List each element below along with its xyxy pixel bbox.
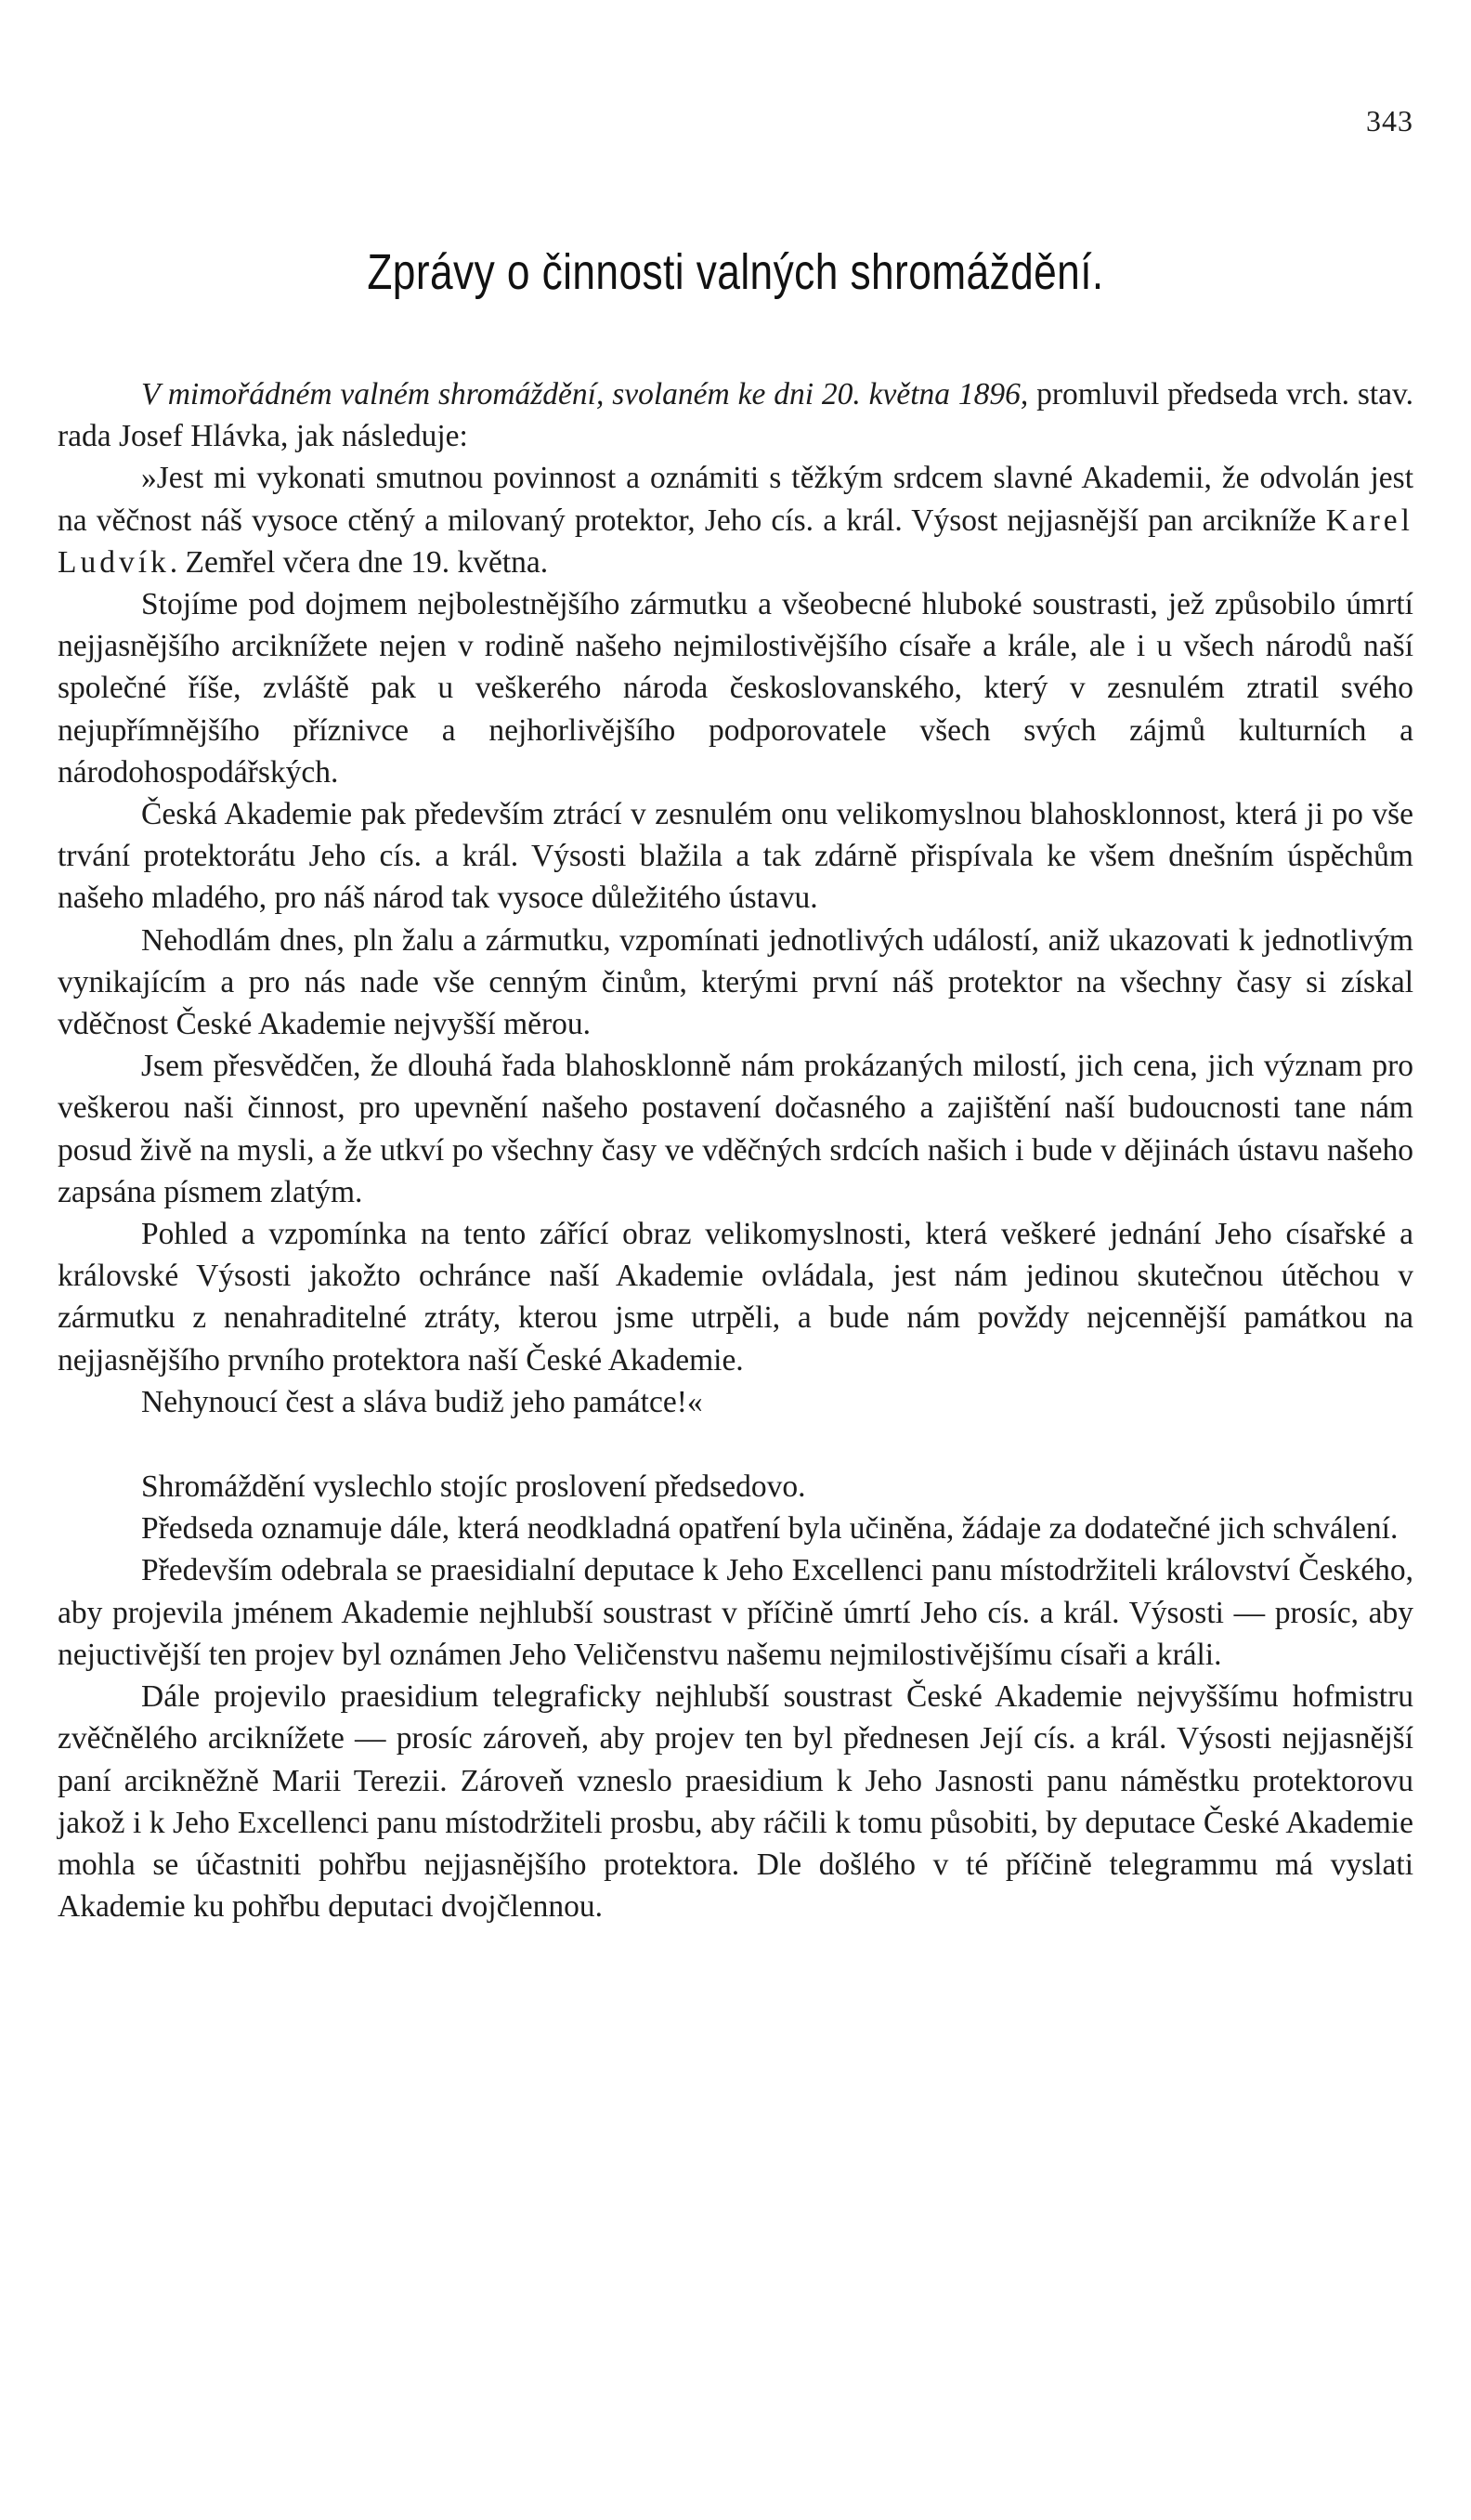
speech-paragraph-4: Nehodlám dnes, pln žalu a zármutku, vzpomínati jednotlivých událostí, aniž ukazovati k jednotlivým vynikajícím a pro nás nade vše cenným činům, kterými první náš protektor na všechny časy si získal vděčnost České Akademie nejvyšší měrou.	[58, 922, 1413, 1042]
section-gap	[58, 1423, 1413, 1466]
intro-paragraph	[58, 373, 1413, 457]
speech-paragraph-5: Jsem přesvědčen, že dlouhá řada blahosklonně nám prokázaných milostí, jich cena, jich význam pro veškerou naši činnost, pro upevnění našeho postavení dočasného a zajištění naší budoucnosti tane nám posud živě na mysli, a že utkví po všechny časy ve vděčných srdcích našich i bude v dějinách ústavu našeho zapsána písmem zlatým.	[58, 1049, 1413, 1209]
page-number: 343	[1366, 104, 1413, 137]
after-paragraph-1: Shromáždění vyslechlo stojíc proslovení předsedovo.	[141, 1469, 806, 1505]
after-paragraph-3: Především odebrala se praesidialní deputace k Jeho Excellenci panu místodržiteli království Českého, aby projevila jménem Akademie nejhlubší soustrast v příčině úmrtí Jeho cís. a král. Výsosti — prosíc, aby nejuctivější ten projev byl oznámen Jeho Veličenstvu našemu nejmilostivějšímu císaři a králi.	[58, 1553, 1413, 1672]
document-body	[58, 373, 1413, 1927]
intro-italic: V mimořádném valném shromáždění, svolaném ke dni 20. května 1896,	[141, 377, 1029, 411]
speech-paragraph-6: Pohled a vzpomínka na tento zářící obraz velikomyslnosti, která veškeré jednání Jeho císařské a královské Výsosti jakožto ochránce naší Akademie ovládala, jest nám jedinou skutečnou útěchou v zármutku z nenahraditelné ztráty, kterou jsme utrpěli, a bude nám povždy nejcennější památkou na nejjasnějšího prvního protektora naší České Akademie.	[58, 1217, 1413, 1378]
after-paragraph-2: Předseda oznamuje dále, která neodkladná opatření byla učiněna, žádaje za dodatečné jich schválení.	[141, 1511, 1399, 1547]
speech-paragraph-7: Nehynoucí čest a sláva budiž jeho památce!«	[141, 1384, 703, 1419]
speech-p1-name: Karel Ludvík	[58, 503, 1413, 580]
speech-p1-before: »Jest mi vykonati smutnou povinnost a oznámiti s těžkým srdcem slavné Akademii, že odvolán jest na věčnost náš vysoce ctěný a milovaný protektor, Jeho cís. a král. Výsost nejjasnější pan arcikníže	[58, 461, 1413, 538]
speech-paragraph-1	[58, 457, 1413, 583]
speech-paragraph-2: Stojíme pod dojmem nejbolestnějšího zármutku a všeobecné hluboké soustrasti, jež způsobilo úmrtí nejjasnějšího arciknížete nejen v rodině našeho nejmilostivějšího císaře a krále, ale i u všech národů naší společné říše, zvláště pak u veškerého národa českoslovanského, který v zesnulém ztratil svého nejupřímnějšího příznivce a nejhorlivějšího podporovatele všech svých zájmů kulturních a národohospodářských.	[58, 587, 1413, 790]
speech-paragraph-3: Česká Akademie pak především ztrácí v zesnulém onu velikomyslnou blahosklonnost, která ji po vše trvání protektorátu Jeho cís. a král. Výsosti blažila a tak zdárně přispívala ke všem dnešním úspěchům našeho mladého, pro náš národ tak vysoce důležitého ústavu.	[58, 797, 1413, 916]
intro-rest: promluvil předseda vrch. stav. rada Josef Hlávka, jak následuje:	[58, 377, 1413, 454]
speech-p1-after: . Zemřel včera dne 19. května.	[169, 544, 549, 580]
after-paragraph-4: Dále projevilo praesidium telegraficky nejhlubší soustrast České Akademie nejvyššímu hofmistru zvěčnělého arciknížete — prosíc zároveň, aby projev ten byl přednesen Její cís. a král. Výsosti nejjasnější paní arcikněžně Marii Terezii. Zároveň vzneslo praesidium k Jeho Jasnosti panu náměstku protektorovu jakož i k Jeho Excellenci panu místodržiteli prosbu, aby ráčili k tomu působiti, by deputace České Akademie mohla se účastniti pohřbu nejjasnějšího protektora. Dle došlého v té příčině telegrammu má vyslati Akademie ku pohřbu deputaci dvojčlennou.	[58, 1679, 1413, 1925]
page-title: Zprávy o činnosti valných shromáždění.	[367, 244, 1104, 300]
